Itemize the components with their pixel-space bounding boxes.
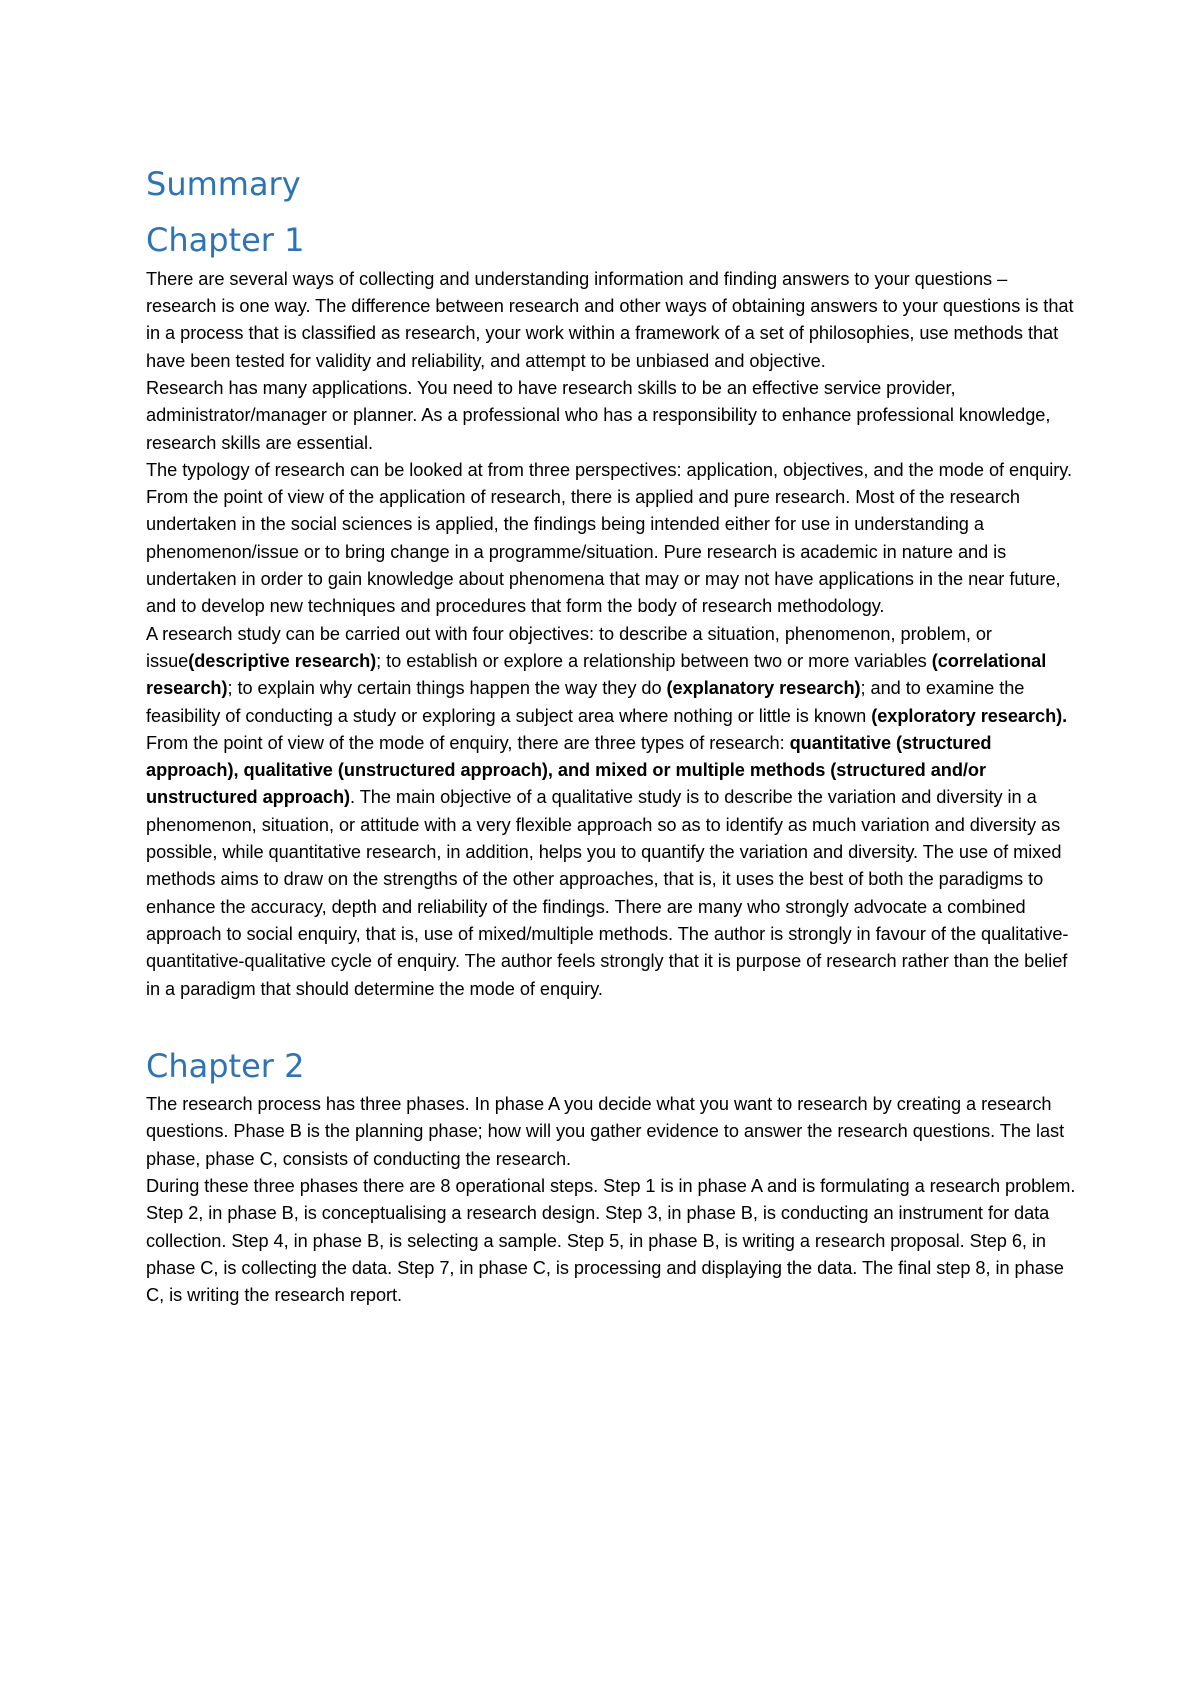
chapter-1-paragraph-4 [146, 621, 1076, 730]
p5-text-2: . The main objective of a qualitative study is to describe the variation and diversity in a phenomenon, situation, or attitude with a very flexible approach so as to identify as much variation and diversity as possible, while quantitative research, in addition, helps you to quantify the variation and diversity. The use of mixed methods aims to draw on the strengths of the other approaches, that is, it uses the best of both the paradigms to enhance the accuracy, depth and reliability of the findings. There are many who strongly advocate a combined approach to social enquiry, that is, use of mixed/multiple methods. The author is strongly in favour of the qualitative-quantitative-qualitative cycle of enquiry. The author feels strongly that it is purpose of research rather than the belief in a paradigm that should determine the mode of enquiry. [146, 787, 1069, 999]
p4-text-4: ; and to examine the feasibility of conducting a study or exploring a subject area where nothing or little is known [146, 678, 1025, 726]
chapter-1-paragraph-5 [146, 730, 1076, 1003]
document-body [146, 165, 1076, 1310]
p4-text-3: ; to explain why certain things happen the way they do [227, 678, 667, 699]
chapter-1-paragraph-3: The typology of research can be looked at from three perspectives: application, objectives, and the mode of enquiry. From the point of view of the application of research, there is applied and pure research. Most of the research undertaken in the social sciences is applied, the findings being intended either for use in understanding a phenomenon/issue or to bring change in a programme/situation. Pure research is academic in nature and is undertaken in order to gain knowledge about phenomena that may or may not have applications in the near future, and to develop new techniques and procedures that form the body of research methodology. [146, 459, 1072, 617]
chapter-1-paragraph-1: There are several ways of collecting and understanding information and finding answers to your questions – research is one way. The difference between research and other ways of obtaining answers to your questions is that in a process that is classified as research, your work within a framework of a set of philosophies, use methods that have been tested for validity and reliability, and attempt to be unbiased and objective. [146, 268, 1074, 371]
descriptive-research-term: (descriptive research) [188, 650, 377, 671]
chapter-2-paragraph-2: During these three phases there are 8 operational steps. Step 1 is in phase A and is formulating a research problem. Step 2, in phase B, is conceptualising a research design. Step 3, in phase B, is conducting an instrument for data collection. Step 4, in phase B, is selecting a sample. Step 5, in phase B, is writing a research proposal. Step 6, in phase C, is collecting the data. Step 7, in phase C, is processing and displaying the data. The final step 8, in phase C, is writing the research report. [146, 1176, 1076, 1306]
p4-text-2: ; to establish or explore a relationship between two or more variables [376, 650, 932, 671]
chapter-2-section [146, 1047, 1076, 1310]
chapter-2-heading: Chapter 2 [146, 1046, 305, 1085]
chapter-1-paragraph-2: Research has many applications. You need to have research skills to be an effective service provider, administrator/manager or planner. As a professional who has a responsibility to enhance professional knowledge, research skills are essential. [146, 377, 1051, 453]
chapter-1-heading: Chapter 1 [146, 221, 305, 260]
p4-text-1: A research study can be carried out with four objectives: to describe a situation, phenomenon, problem, or issue [146, 623, 992, 671]
p5-text-1: From the point of view of the mode of enquiry, there are three types of research: [146, 732, 790, 753]
correlational-research-term: (correlational research) [146, 650, 1047, 699]
chapter-2-paragraph-1: The research process has three phases. In phase A you decide what you want to research by creating a research questions. Phase B is the planning phase; how will you gather evidence to answer the research questions. The last phase, phase C, consists of conducting the research. [146, 1094, 1065, 1169]
chapter-1-section [146, 221, 1076, 1002]
exploratory-research-term: (exploratory research). [871, 705, 1068, 726]
research-types-term: quantitative (structured approach), qualitative (unstructured approach), and mixed or multiple methods (structured and/or unstructured approach) [146, 732, 992, 808]
summary-heading: Summary [146, 165, 301, 203]
explanatory-research-term: (explanatory research) [666, 678, 861, 699]
